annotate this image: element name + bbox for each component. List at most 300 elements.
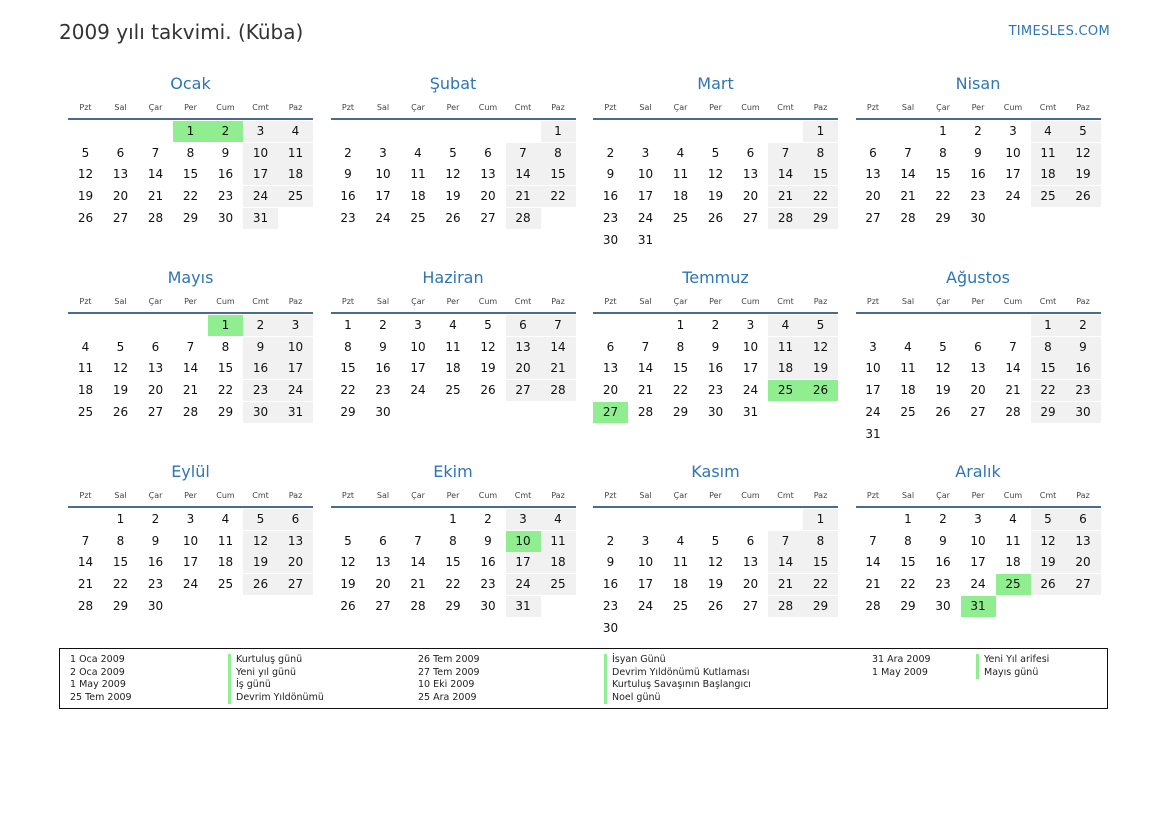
day-cell: 22 xyxy=(935,189,951,204)
day-cell: 4 xyxy=(278,121,313,142)
weekday-header: Cum xyxy=(741,297,760,306)
day-cell: 7 xyxy=(151,145,160,160)
month-header-rule xyxy=(856,312,1101,314)
day-cell: 30 xyxy=(602,620,619,635)
day-cell: 27 xyxy=(865,210,881,225)
holiday-day-cell: 27 xyxy=(593,402,628,423)
month-name: Aralık xyxy=(955,462,1001,481)
weekday-header: Cum xyxy=(1003,297,1023,306)
holiday-name: Yeni yıl günü xyxy=(228,667,324,680)
holiday-date: 1 Oca 2009 xyxy=(70,654,125,665)
day-cell: 11 xyxy=(672,555,689,570)
day-cell: 3 xyxy=(869,339,877,354)
site-link[interactable]: TIMESLES.COM xyxy=(1008,24,1110,39)
weekday-header: Cum xyxy=(478,297,498,306)
holiday-name: Yeni Yıl arifesi xyxy=(976,654,1049,667)
day-cell: 7 xyxy=(186,339,195,354)
day-cell: 22 xyxy=(445,577,461,592)
day-cell: 1 xyxy=(541,121,576,142)
day-cell: 9 xyxy=(344,167,352,182)
day-cell: 12 xyxy=(445,167,461,182)
weekday-header: Çar xyxy=(411,491,425,500)
day-cell: 10 xyxy=(243,143,278,164)
day-cell: 6 xyxy=(746,533,755,548)
day-cell: 4 xyxy=(414,145,422,160)
day-cell: 18 xyxy=(1031,164,1066,185)
day-cell: 24 xyxy=(970,577,986,592)
day-cell: 4 xyxy=(81,339,90,354)
day-cell: 15 xyxy=(935,167,951,182)
day-cell: 16 xyxy=(243,358,278,379)
holiday-day-cell: 10 xyxy=(506,531,541,552)
day-cell: 5 xyxy=(243,509,278,530)
holiday-name: Devrim Yıldönümü xyxy=(228,692,324,705)
day-cell: 5 xyxy=(939,339,947,354)
day-cell: 14 xyxy=(1005,361,1021,376)
day-cell: 9 xyxy=(711,339,720,354)
month-name: Ağustos xyxy=(946,268,1010,287)
weekday-header: Per xyxy=(184,297,197,306)
day-cell: 15 xyxy=(803,164,838,185)
day-cell: 21 xyxy=(182,383,199,398)
weekday-header: Çar xyxy=(148,297,163,306)
day-cell: 27 xyxy=(480,210,496,225)
day-cell: 30 xyxy=(935,598,951,613)
day-cell: 26 xyxy=(1066,186,1101,207)
day-cell: 10 xyxy=(182,533,199,548)
weekday-header: Paz xyxy=(288,297,303,306)
weekday-header: Sal xyxy=(114,297,127,306)
weekday-header: Sal xyxy=(901,297,915,306)
day-cell: 19 xyxy=(803,358,838,379)
day-cell: 29 xyxy=(935,210,951,225)
day-cell: 6 xyxy=(151,339,160,354)
day-cell: 25 xyxy=(900,404,916,419)
day-cell: 9 xyxy=(974,145,982,160)
day-cell: 17 xyxy=(243,164,278,185)
weekday-header: Cmt xyxy=(777,491,794,500)
day-cell: 10 xyxy=(637,555,654,570)
weekday-header: Pzt xyxy=(341,297,355,306)
day-cell: 29 xyxy=(803,208,838,229)
day-cell: 23 xyxy=(935,577,951,592)
day-cell: 20 xyxy=(112,189,129,204)
day-cell: 17 xyxy=(970,555,986,570)
weekday-header: Çar xyxy=(936,297,950,306)
day-cell: 22 xyxy=(112,577,129,592)
day-cell: 4 xyxy=(676,145,685,160)
weekday-header: Sal xyxy=(901,103,915,112)
holiday-date: 25 Tem 2009 xyxy=(70,691,132,703)
day-cell: 10 xyxy=(375,167,391,182)
day-cell: 24 xyxy=(637,210,654,225)
day-cell: 3 xyxy=(414,318,422,332)
day-cell: 19 xyxy=(1066,164,1101,185)
day-cell: 28 xyxy=(1005,404,1021,419)
day-cell: 10 xyxy=(410,339,426,354)
day-cell: 17 xyxy=(637,577,654,592)
day-cell: 25 xyxy=(1031,186,1066,207)
day-cell: 23 xyxy=(480,577,496,592)
day-cell: 5 xyxy=(449,145,457,160)
weekday-header: Cmt xyxy=(514,491,532,500)
weekday-header: Pzt xyxy=(79,297,92,306)
day-cell: 4 xyxy=(221,512,230,526)
day-cell: 15 xyxy=(900,555,916,570)
day-cell: 20 xyxy=(865,189,881,204)
day-cell: 8 xyxy=(541,143,576,164)
day-cell: 11 xyxy=(541,531,576,552)
day-cell: 23 xyxy=(602,598,619,613)
day-cell: 12 xyxy=(112,361,129,376)
day-cell: 25 xyxy=(278,186,313,207)
month-name: Eylül xyxy=(171,462,210,481)
day-cell: 20 xyxy=(278,552,313,573)
day-cell: 24 xyxy=(742,383,759,398)
day-cell: 26 xyxy=(445,210,461,225)
day-cell: 21 xyxy=(410,577,426,592)
day-cell: 1 xyxy=(676,318,685,332)
day-cell: 8 xyxy=(449,533,457,548)
day-cell: 24 xyxy=(375,210,391,225)
day-cell: 3 xyxy=(641,533,650,548)
day-cell: 18 xyxy=(672,189,689,204)
day-cell: 11 xyxy=(900,361,916,376)
day-cell: 19 xyxy=(1031,552,1066,573)
month-header-rule xyxy=(593,312,838,314)
day-cell: 12 xyxy=(1066,143,1101,164)
day-cell: 23 xyxy=(375,383,391,398)
weekday-header: Per xyxy=(971,103,985,112)
month-name: Temmuz xyxy=(682,268,749,287)
day-cell: 26 xyxy=(707,210,724,225)
weekday-header: Sal xyxy=(639,103,652,112)
weekday-header: Çar xyxy=(411,103,425,112)
day-cell: 17 xyxy=(637,189,654,204)
day-cell: 4 xyxy=(904,339,912,354)
day-cell: 27 xyxy=(742,210,759,225)
weekday-header: Per xyxy=(971,297,985,306)
day-cell: 3 xyxy=(746,318,755,332)
day-cell: 13 xyxy=(147,361,164,376)
day-cell: 10 xyxy=(865,361,881,376)
month-name: Mart xyxy=(697,74,734,93)
day-cell: 2 xyxy=(606,145,615,160)
day-cell: 16 xyxy=(375,361,391,376)
day-cell: 17 xyxy=(742,361,759,376)
weekday-header: Sal xyxy=(114,103,127,112)
day-cell: 2 xyxy=(711,318,720,332)
day-cell: 17 xyxy=(278,358,313,379)
day-cell: 3 xyxy=(506,509,541,530)
day-cell: 30 xyxy=(1066,402,1101,423)
legend-name-column xyxy=(228,654,324,704)
weekday-header: Cmt xyxy=(1039,103,1057,112)
day-cell: 11 xyxy=(410,167,426,182)
day-cell: 31 xyxy=(742,404,759,419)
weekday-header: Pzt xyxy=(866,103,880,112)
day-cell: 12 xyxy=(77,167,94,182)
day-cell: 28 xyxy=(506,208,541,229)
day-cell: 9 xyxy=(379,339,387,354)
day-cell: 24 xyxy=(865,404,881,419)
day-cell: 26 xyxy=(112,404,129,419)
holiday-name: Mayıs günü xyxy=(976,667,1049,680)
day-cell: 11 xyxy=(77,361,94,376)
day-cell: 23 xyxy=(1066,380,1101,401)
day-cell: 30 xyxy=(147,598,164,613)
holiday-date: 25 Ara 2009 xyxy=(418,691,477,703)
day-cell: 17 xyxy=(182,555,199,570)
day-cell: 1 xyxy=(449,512,457,526)
day-cell: 28 xyxy=(768,596,803,617)
day-cell: 2 xyxy=(939,512,947,526)
day-cell: 14 xyxy=(768,552,803,573)
holiday-name: Kurtuluş Savaşının Başlangıcı xyxy=(604,679,751,692)
day-cell: 2 xyxy=(379,318,387,332)
weekday-header: Çar xyxy=(936,103,950,112)
weekday-header: Cum xyxy=(1003,103,1023,112)
day-cell: 25 xyxy=(672,598,689,613)
day-cell: 13 xyxy=(480,167,496,182)
day-cell: 28 xyxy=(865,598,881,613)
day-cell: 17 xyxy=(506,552,541,573)
holiday-name: İş günü xyxy=(228,679,324,692)
day-cell: 31 xyxy=(243,208,278,229)
day-cell: 2 xyxy=(344,145,352,160)
day-cell: 9 xyxy=(606,167,615,182)
weekday-header: Cmt xyxy=(514,297,532,306)
day-cell: 26 xyxy=(707,598,724,613)
day-cell: 25 xyxy=(77,404,94,419)
day-cell: 24 xyxy=(637,598,654,613)
day-cell: 1 xyxy=(116,512,125,526)
day-cell: 5 xyxy=(116,339,125,354)
day-cell: 25 xyxy=(541,574,576,595)
weekday-header: Cmt xyxy=(252,297,269,306)
day-cell: 12 xyxy=(1031,531,1066,552)
day-cell: 29 xyxy=(112,598,129,613)
weekday-header: Çar xyxy=(936,491,950,500)
day-cell: 5 xyxy=(1066,121,1101,142)
day-cell: 8 xyxy=(116,533,125,548)
day-cell: 15 xyxy=(340,361,356,376)
day-cell: 13 xyxy=(742,167,759,182)
weekday-header: Sal xyxy=(901,491,915,500)
day-cell: 19 xyxy=(77,189,94,204)
day-cell: 16 xyxy=(970,167,986,182)
holiday-date: 1 May 2009 xyxy=(872,666,928,678)
day-cell: 29 xyxy=(182,210,199,225)
weekday-header: Çar xyxy=(673,491,688,500)
day-cell: 17 xyxy=(375,189,391,204)
day-cell: 14 xyxy=(900,167,916,182)
day-cell: 27 xyxy=(375,598,391,613)
day-cell: 17 xyxy=(410,361,426,376)
weekday-header: Pzt xyxy=(79,491,92,500)
day-cell: 22 xyxy=(182,189,199,204)
day-cell: 18 xyxy=(1005,555,1021,570)
weekday-header: Paz xyxy=(288,103,303,112)
day-cell: 9 xyxy=(151,533,160,548)
day-cell: 31 xyxy=(278,402,313,423)
weekday-header: Çar xyxy=(673,297,688,306)
day-cell: 7 xyxy=(869,533,877,548)
day-cell: 12 xyxy=(480,339,496,354)
day-cell: 31 xyxy=(506,596,541,617)
day-cell: 23 xyxy=(970,189,986,204)
day-cell: 20 xyxy=(147,383,164,398)
day-cell: 4 xyxy=(676,533,685,548)
day-cell: 21 xyxy=(637,383,654,398)
holiday-date: 1 May 2009 xyxy=(70,679,126,691)
day-cell: 29 xyxy=(672,404,689,419)
day-cell: 8 xyxy=(1031,337,1066,358)
weekday-header: Cum xyxy=(478,491,498,500)
day-cell: 31 xyxy=(865,426,881,441)
day-cell: 6 xyxy=(606,339,615,354)
weekday-header: Cmt xyxy=(1039,297,1057,306)
weekday-header: Paz xyxy=(813,297,828,306)
weekday-header: Cmt xyxy=(1039,491,1057,500)
day-cell: 21 xyxy=(77,577,94,592)
day-cell: 4 xyxy=(1009,512,1017,526)
day-cell: 18 xyxy=(768,358,803,379)
weekday-header: Per xyxy=(184,103,197,112)
day-cell: 29 xyxy=(1031,402,1066,423)
legend-name-column xyxy=(604,654,751,704)
day-cell: 5 xyxy=(803,315,838,336)
day-cell: 21 xyxy=(1005,383,1021,398)
day-cell: 27 xyxy=(970,404,986,419)
day-cell: 27 xyxy=(742,598,759,613)
day-cell: 18 xyxy=(541,552,576,573)
day-cell: 21 xyxy=(147,189,164,204)
day-cell: 12 xyxy=(935,361,951,376)
day-cell: 7 xyxy=(414,533,422,548)
day-cell: 28 xyxy=(410,598,426,613)
day-cell: 16 xyxy=(340,189,356,204)
day-cell: 18 xyxy=(410,189,426,204)
day-cell: 16 xyxy=(707,361,724,376)
weekday-header: Pzt xyxy=(604,491,617,500)
day-cell: 22 xyxy=(900,577,916,592)
day-cell: 18 xyxy=(900,383,916,398)
day-cell: 30 xyxy=(970,210,986,225)
month-header-rule xyxy=(593,506,838,508)
day-cell: 11 xyxy=(278,143,313,164)
day-cell: 23 xyxy=(147,577,164,592)
day-cell: 13 xyxy=(970,361,986,376)
day-cell: 11 xyxy=(1005,533,1021,548)
day-cell: 10 xyxy=(1005,145,1021,160)
month-header-rule xyxy=(856,506,1101,508)
month-header-rule xyxy=(331,312,576,314)
day-cell: 8 xyxy=(904,533,912,548)
weekday-header: Paz xyxy=(551,297,565,306)
day-cell: 1 xyxy=(1031,315,1066,336)
day-cell: 29 xyxy=(803,596,838,617)
day-cell: 8 xyxy=(344,339,352,354)
weekday-header: Cmt xyxy=(252,491,269,500)
day-cell: 6 xyxy=(484,145,492,160)
month-header-rule xyxy=(856,118,1101,120)
day-cell: 13 xyxy=(112,167,129,182)
holiday-date: 26 Tem 2009 xyxy=(418,654,480,665)
day-cell: 2 xyxy=(974,124,982,138)
day-cell: 19 xyxy=(445,189,461,204)
month-header-rule xyxy=(331,506,576,508)
month-name: Ocak xyxy=(170,74,211,93)
day-cell: 2 xyxy=(484,512,492,526)
day-cell: 30 xyxy=(243,402,278,423)
holiday-day-cell: 31 xyxy=(961,596,996,617)
day-cell: 19 xyxy=(112,383,129,398)
day-cell: 17 xyxy=(1005,167,1021,182)
day-cell: 13 xyxy=(865,167,881,182)
day-cell: 13 xyxy=(278,531,313,552)
weekday-header: Çar xyxy=(148,103,163,112)
day-cell: 14 xyxy=(410,555,426,570)
day-cell: 11 xyxy=(445,339,461,354)
day-cell: 1 xyxy=(344,318,352,332)
day-cell: 15 xyxy=(445,555,461,570)
weekday-header: Cum xyxy=(216,297,235,306)
day-cell: 7 xyxy=(81,533,90,548)
day-cell: 12 xyxy=(803,337,838,358)
month-name: Nisan xyxy=(955,74,1001,93)
day-cell: 4 xyxy=(541,509,576,530)
day-cell: 23 xyxy=(217,189,234,204)
day-cell: 14 xyxy=(182,361,199,376)
weekday-header: Pzt xyxy=(79,103,92,112)
day-cell: 30 xyxy=(602,232,619,247)
weekday-header: Paz xyxy=(551,491,565,500)
day-cell: 16 xyxy=(935,555,951,570)
holiday-day-cell: 1 xyxy=(173,121,208,142)
day-cell: 19 xyxy=(707,577,724,592)
day-cell: 2 xyxy=(1066,315,1101,336)
day-cell: 18 xyxy=(77,383,94,398)
day-cell: 20 xyxy=(970,383,986,398)
day-cell: 9 xyxy=(221,145,230,160)
day-cell: 3 xyxy=(243,121,278,142)
holiday-name: Noel günü xyxy=(604,692,751,705)
day-cell: 19 xyxy=(935,383,951,398)
day-cell: 23 xyxy=(243,380,278,401)
day-cell: 14 xyxy=(77,555,94,570)
day-cell: 28 xyxy=(900,210,916,225)
weekday-header: Sal xyxy=(376,103,390,112)
day-cell: 15 xyxy=(112,555,129,570)
day-cell: 2 xyxy=(151,512,160,526)
day-cell: 28 xyxy=(768,208,803,229)
day-cell: 24 xyxy=(243,186,278,207)
weekday-header: Cum xyxy=(741,491,760,500)
day-cell: 9 xyxy=(1066,337,1101,358)
holiday-day-cell: 26 xyxy=(803,380,838,401)
day-cell: 3 xyxy=(974,512,982,526)
day-cell: 18 xyxy=(672,577,689,592)
day-cell: 5 xyxy=(711,145,720,160)
day-cell: 27 xyxy=(1066,574,1101,595)
day-cell: 2 xyxy=(243,315,278,336)
day-cell: 6 xyxy=(869,145,877,160)
holiday-legend xyxy=(59,648,1108,709)
legend-date-column xyxy=(418,654,480,704)
day-cell: 26 xyxy=(77,210,94,225)
day-cell: 4 xyxy=(768,315,803,336)
